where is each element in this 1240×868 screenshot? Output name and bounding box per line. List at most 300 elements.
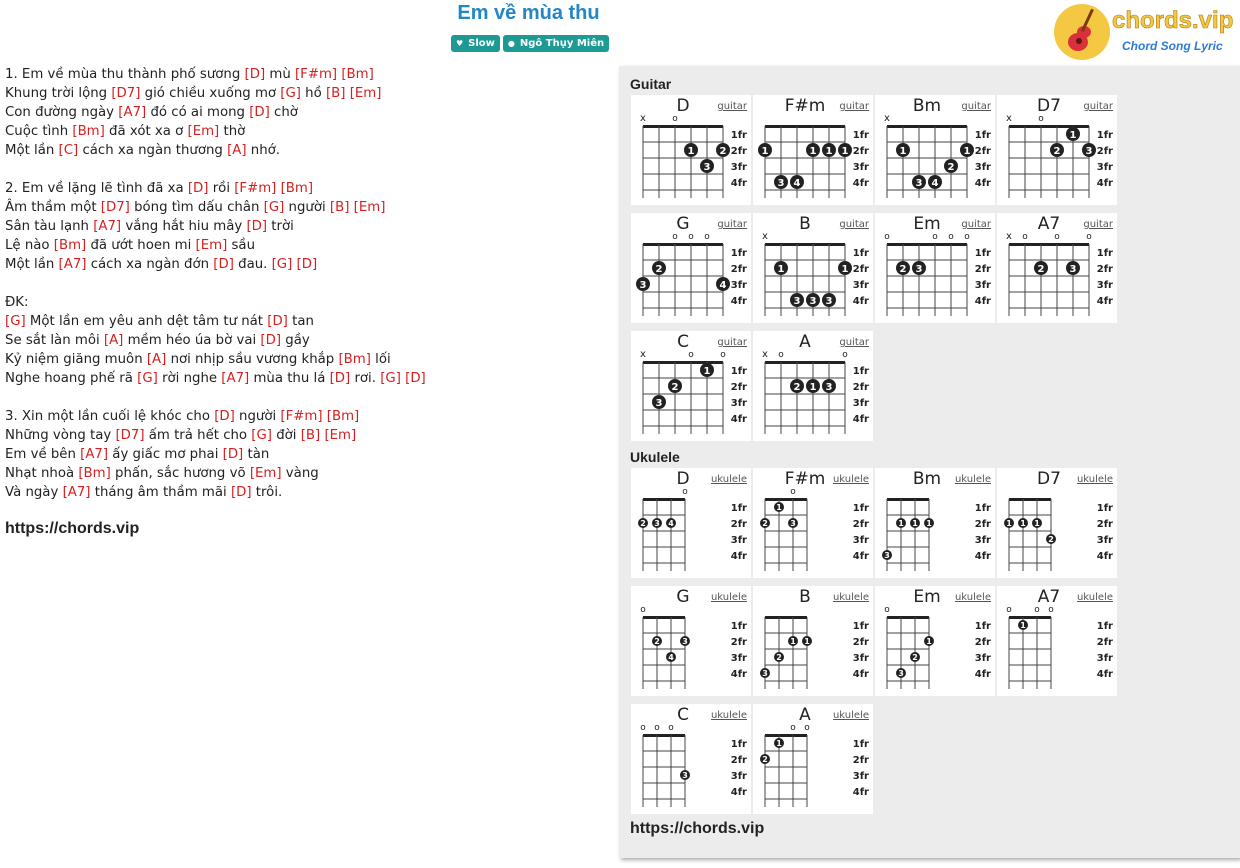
fret-label: 2fr [852,755,869,766]
lyric-text: rơi. [350,371,381,386]
string-mark: x [884,113,890,124]
lyric-text: Lệ nào [5,238,54,253]
fret-label: 1fr [730,503,747,514]
chord-link[interactable]: [A] [103,333,124,348]
lyric-text: Em về bên [5,447,81,462]
fret-label: 2fr [852,519,869,530]
fret-label: 2fr [730,755,747,766]
finger-number: 2 [762,755,768,764]
finger-number: 2 [1048,535,1054,544]
nut [887,498,929,501]
string-mark: o [682,487,688,497]
chord-link[interactable]: [B] [300,428,321,443]
lyric-text: Khung trời lộng [5,86,112,101]
string-mark: o [932,232,938,242]
fret-label: 1fr [730,366,747,377]
fret-label: 3fr [730,653,747,664]
panel-site-link[interactable]: https://chords.vip [630,820,765,837]
chord-link[interactable]: [D] [214,409,235,424]
lyric-text: Con đường ngày [5,105,119,120]
lyric-line [5,445,605,464]
chord-link[interactable]: [A] [146,352,167,367]
chord-link[interactable]: [F#m] [280,409,323,424]
string-mark: o [720,350,726,360]
chord-link[interactable]: [G] [263,200,285,215]
chord-name: B [799,587,811,607]
lyric-text: sầu [227,238,256,253]
finger-number: 4 [793,178,801,189]
finger-number: 2 [719,146,727,157]
instrument-link[interactable]: ukulele [1076,474,1113,485]
finger-number: 1 [899,146,907,157]
lyric-text: Nghe hoang phế rã [5,371,138,386]
lyric-line [5,236,605,255]
instrument-link[interactable]: guitar [961,101,991,112]
lyric-line [5,84,605,103]
fret-label: 4fr [974,551,991,562]
lyric-line [5,217,605,236]
fret-label: 1fr [974,503,991,514]
fret-label: 3fr [974,162,991,173]
instrument-link[interactable]: guitar [1083,101,1113,112]
nut [1009,125,1089,128]
chord-link[interactable]: [D7] [100,200,130,215]
finger-number: 2 [912,653,918,662]
ukulele-chord-card[interactable] [631,704,751,814]
string-mark: x [1006,231,1012,242]
instrument-link[interactable]: ukulele [954,592,991,603]
chord-link[interactable]: [B] [325,86,346,101]
fret-label: 4fr [974,669,991,680]
lyric-text: thờ [219,124,246,139]
fret-label: 2fr [852,382,869,393]
chord-link[interactable]: [D] [187,181,209,196]
tempo-label: Slow [468,38,495,49]
chord-name: F#m [784,96,826,116]
chord-name: D7 [1037,469,1061,489]
fret-label: 4fr [852,551,869,562]
finger-number: 3 [777,178,785,189]
finger-number: 1 [963,146,971,157]
lyric-text: mùa thu lá [249,371,330,386]
finger-number: 1 [841,264,849,275]
ukulele-chord-card[interactable] [753,586,873,696]
song-tags [451,35,609,52]
guitar-chord-card[interactable] [753,331,873,441]
fret-label: 1fr [852,130,869,141]
instrument-link[interactable]: ukulele [710,710,747,721]
chord-link[interactable]: [D] [405,371,426,386]
finger-number: 2 [776,653,782,662]
tempo-tag[interactable] [451,35,500,52]
finger-number: 2 [655,264,663,275]
lyric-line [5,483,605,502]
nut [643,125,723,128]
finger-number: 3 [682,637,688,646]
lyric-text: gió chiều xuống mơ [140,86,281,101]
fret-label: 2fr [730,637,747,648]
lyric-text: 1. Em về mùa thu thành phố sương [5,67,245,82]
finger-number: 2 [762,519,768,528]
ukulele-chord-card[interactable] [997,586,1117,696]
instrument-link[interactable]: guitar [717,219,747,230]
lyric-line [5,388,605,407]
lyric-text: rời nghe [157,371,222,386]
lyric-text: ĐK: [5,295,29,310]
guitar-chord-card[interactable] [753,95,873,205]
fret-label: 3fr [852,280,869,291]
finger-number: 1 [898,519,904,528]
fret-label: 1fr [1096,503,1113,514]
fret-label: 1fr [1096,248,1113,259]
lyric-line [5,160,605,179]
string-mark: o [640,605,646,615]
nut [643,243,723,246]
chord-link[interactable]: [A7] [80,447,109,462]
finger-number: 1 [1069,130,1077,141]
lyric-line [5,198,605,217]
finger-number: 3 [825,296,833,307]
chord-link[interactable]: [D] [222,447,244,462]
guitar-chord-card[interactable] [997,95,1117,205]
fret-label: 2fr [974,637,991,648]
site-logo[interactable] [1054,2,1234,62]
string-mark: o [1006,605,1012,615]
chord-link[interactable]: [D] [244,67,266,82]
instrument-link[interactable]: ukulele [832,710,869,721]
lyric-line [5,274,605,293]
finger-number: 1 [825,146,833,157]
finger-number: 1 [776,739,782,748]
finger-number: 1 [761,146,769,157]
fret-label: 1fr [852,248,869,259]
ukulele-chord-card[interactable] [753,468,873,578]
lyric-text: rồi [208,181,235,196]
fret-label: 3fr [1096,162,1113,173]
fret-label: 2fr [852,637,869,648]
string-mark: x [762,231,768,242]
finger-number: 1 [687,146,695,157]
lyric-text: phấn, sắc hương võ [110,466,250,481]
chord-name: A [799,332,811,352]
chord-link[interactable]: [F#m] [294,67,338,82]
logo-tagline: Chord Song Lyric [1122,39,1223,53]
chord-link[interactable]: [D] [246,219,268,234]
fret-label: 4fr [730,414,747,425]
fret-label: 2fr [730,264,747,275]
ukulele-chord-card[interactable] [631,468,751,578]
guitar-chord-card[interactable] [875,213,995,323]
finger-number: 1 [841,146,849,157]
string-mark: o [804,723,810,733]
fret-label: 4fr [852,787,869,798]
chord-link[interactable]: [Bm] [326,409,360,424]
finger-number: 3 [703,162,711,173]
string-mark: x [1006,113,1012,124]
lyric-text: Một lần em yêu anh dệt tâm tư nát [25,314,268,329]
lyric-text: Cuộc tình [5,124,73,139]
finger-number: 3 [682,771,688,780]
fret-label: 1fr [852,739,869,750]
lyric-text: gầy [281,333,310,348]
lyric-text: Một lần [5,257,59,272]
string-mark: o [668,723,674,733]
finger-number: 2 [793,382,801,393]
chord-link[interactable]: [A7] [221,371,250,386]
chord-link[interactable]: [A7] [118,105,147,120]
string-mark: o [654,723,660,733]
instrument-link[interactable]: ukulele [1076,592,1113,603]
lyric-text: lối [370,352,391,367]
lyric-line [5,65,605,84]
fret-label: 4fr [1096,296,1113,307]
ukulele-chord-card[interactable] [631,586,751,696]
instrument-link[interactable]: guitar [839,219,869,230]
artist-tag[interactable] [503,35,609,52]
chord-link[interactable]: [D] [329,371,351,386]
chord-link[interactable]: [A] [227,143,247,158]
instrument-link[interactable]: guitar [1083,219,1113,230]
nut [765,243,845,246]
fret-label: 4fr [730,551,747,562]
chord-link[interactable]: [D7] [115,428,145,443]
finger-number: 2 [899,264,907,275]
instrument-link[interactable]: ukulele [710,592,747,603]
fret-label: 2fr [1096,519,1113,530]
lyric-text: tháng âm thầm mãi [90,485,231,500]
finger-number: 1 [926,637,932,646]
guitar-chord-card[interactable] [753,213,873,323]
chord-name: Em [913,587,941,607]
chord-link[interactable]: [D] [213,257,234,272]
nut [765,616,807,619]
chord-link[interactable]: [G] [280,86,301,101]
fret-label: 3fr [852,771,869,782]
chord-link[interactable]: [Bm] [338,352,371,367]
nut [1009,243,1089,246]
chord-link[interactable]: [A7] [58,257,87,272]
chord-name: D [676,469,690,489]
string-mark: x [762,349,768,360]
lyric-text: nhớ. [246,143,281,158]
chord-link[interactable]: [Em] [249,466,282,481]
fret-label: 1fr [730,739,747,750]
nut [643,498,685,501]
lyric-text: ấm trả hết cho [144,428,252,443]
instrument-link[interactable]: guitar [717,101,747,112]
nut [1009,616,1051,619]
chord-link[interactable]: [G] [380,371,401,386]
chord-link[interactable]: [Bm] [78,466,111,481]
lyric-line [5,350,605,369]
string-mark: o [1086,232,1092,242]
guitar-chord-card[interactable] [631,95,751,205]
finger-number: 3 [825,382,833,393]
lyrics [5,65,605,502]
chord-link[interactable]: [D7] [111,86,141,101]
fret-label: 3fr [730,398,747,409]
ukulele-chord-card[interactable] [753,704,873,814]
fret-label: 3fr [974,653,991,664]
chord-link[interactable]: [Bm] [53,238,87,253]
finger-number: 1 [1034,519,1040,528]
fret-label: 1fr [1096,130,1113,141]
chord-link[interactable]: [G] [137,371,158,386]
instrument-link[interactable]: guitar [839,337,869,348]
chord-link[interactable]: [B] [329,200,350,215]
chord-link[interactable]: [Em] [195,238,228,253]
ukulele-chord-card[interactable] [997,468,1117,578]
finger-number: 1 [926,519,932,528]
finger-number: 1 [790,637,796,646]
instrument-link[interactable]: ukulele [832,474,869,485]
fret-label: 4fr [974,296,991,307]
instrument-link[interactable]: ukulele [710,474,747,485]
chord-link[interactable]: [Bm] [280,181,314,196]
fret-label: 4fr [730,296,747,307]
finger-number: 2 [1037,264,1045,275]
chord-link[interactable]: [A7] [93,219,122,234]
chord-link[interactable]: [D] [249,105,270,120]
finger-number: 4 [931,178,939,189]
fret-label: 1fr [730,621,747,632]
string-mark: o [1022,232,1028,242]
chord-link[interactable]: [D] [267,314,288,329]
chord-link[interactable]: [D] [296,257,318,272]
lyric-text: Nhạt nhoà [5,466,79,481]
finger-number: 2 [640,519,646,528]
chord-link[interactable]: [Em] [353,200,386,215]
lyric-line [5,141,605,160]
finger-number: 2 [654,637,660,646]
chord-link[interactable]: [Em] [324,428,357,443]
finger-number: 1 [777,264,785,275]
string-mark: o [1048,605,1054,615]
lyric-text: vàng [281,466,319,481]
finger-number: 1 [912,519,918,528]
ukulele-chord-card[interactable] [875,586,995,696]
fret-label: 2fr [730,382,747,393]
chord-link[interactable]: [G] [5,314,26,329]
fret-label: 2fr [852,264,869,275]
lyric-text: tàn [243,447,270,462]
chord-link[interactable]: [G] [251,428,272,443]
string-mark: o [672,232,678,242]
instrument-link[interactable]: ukulele [954,474,991,485]
artist-label: Ngô Thụy Miên [519,38,605,49]
fret-label: 4fr [852,669,869,680]
finger-number: 3 [762,669,768,678]
lyric-text: đã xót xa ơ [104,124,188,139]
lyric-text: cách xa ngàn đớn [86,257,214,272]
lyric-line [5,464,605,483]
fret-label: 4fr [852,178,869,189]
chord-name: D [676,96,690,116]
finger-number: 1 [1020,621,1026,630]
guitar-chord-card[interactable] [631,331,751,441]
lyric-text: Và ngày [5,485,63,500]
chord-link[interactable]: [C] [58,143,79,158]
finger-number: 1 [1020,519,1026,528]
lyric-text: chờ [269,105,298,120]
chord-name: A7 [1037,214,1061,234]
fret-label: 4fr [1096,669,1113,680]
fret-label: 2fr [1096,264,1113,275]
fret-label: 4fr [852,414,869,425]
fret-label: 1fr [974,248,991,259]
lyric-text: Âm thầm một [5,200,101,215]
fret-label: 3fr [852,398,869,409]
fret-label: 2fr [1096,637,1113,648]
chord-link[interactable]: [Em] [349,86,382,101]
finger-number: 3 [915,264,923,275]
chord-link[interactable]: [D] [260,333,282,348]
guitar-chord-card[interactable] [631,213,751,323]
chord-name: A [799,705,811,725]
user-icon: ● [507,39,515,48]
finger-number: 3 [1085,146,1093,157]
chord-name: G [676,587,690,607]
chord-link[interactable]: [F#m] [234,181,277,196]
chord-name: D7 [1037,96,1061,116]
string-mark: o [778,350,784,360]
fret-label: 1fr [974,621,991,632]
chord-link[interactable]: [Bm] [72,124,105,139]
lyric-text: Sân tàu lạnh [5,219,94,234]
lyric-text: mềm héo úa bờ vai [123,333,261,348]
string-mark: o [842,350,848,360]
chord-link[interactable]: [Bm] [341,67,374,82]
chord-link[interactable]: [A7] [62,485,91,500]
instrument-link[interactable]: guitar [839,101,869,112]
finger-number: 1 [1006,519,1012,528]
lyric-line [5,331,605,350]
fret-label: 3fr [1096,653,1113,664]
lyric-line [5,103,605,122]
site-link[interactable]: https://chords.vip [5,520,140,537]
string-mark: o [672,114,678,124]
string-mark: x [640,349,646,360]
fret-label: 4fr [974,178,991,189]
string-mark: o [964,232,970,242]
nut [765,361,845,364]
chord-name: C [677,332,689,352]
chord-link[interactable]: [D] [230,485,252,500]
fret-label: 4fr [1096,178,1113,189]
finger-number: 2 [1053,146,1061,157]
chord-link[interactable]: [G] [271,257,293,272]
fret-label: 3fr [730,162,747,173]
fret-label: 2fr [730,519,747,530]
fret-label: 3fr [730,535,747,546]
nut [1009,498,1051,501]
nut [887,616,929,619]
instrument-link[interactable]: ukulele [832,592,869,603]
guitar-chord-card[interactable] [875,95,995,205]
chord-name: Bm [912,96,942,116]
instrument-link[interactable]: guitar [717,337,747,348]
chord-link[interactable]: [Em] [187,124,220,139]
ukulele-chord-card[interactable] [875,468,995,578]
lyric-text: trời [267,219,294,234]
nut [887,243,967,246]
guitar-chord-card[interactable] [997,213,1117,323]
chord-name: C [677,705,689,725]
instrument-link[interactable]: guitar [961,219,991,230]
finger-number: 2 [671,382,679,393]
lyric-text: Những vòng tay [5,428,116,443]
lyric-text: mù [265,67,295,82]
